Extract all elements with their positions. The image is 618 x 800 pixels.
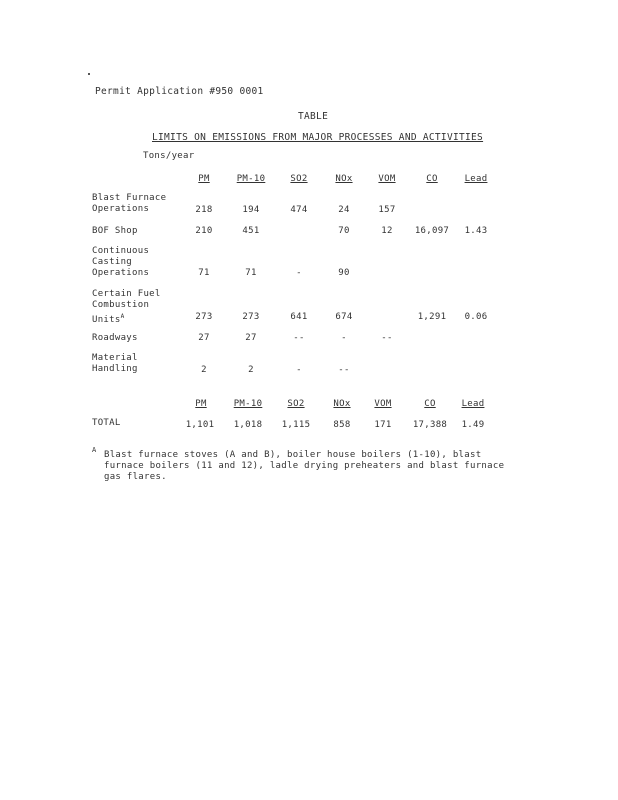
row-label-blast-furnace: Blast Furnace Operations <box>92 193 167 214</box>
table-cell: 218 <box>195 205 213 215</box>
col-header-pm: PM <box>195 399 207 409</box>
footnote-text: Blast furnace stoves (A and B), boiler house boilers (1-10), blast furnace boilers (11 and 12), ladle drying preheaters and blast furnace gas flares. <box>104 450 505 482</box>
table-cell: - <box>296 268 302 278</box>
table-cell: -- <box>338 365 350 375</box>
table-cell: 210 <box>195 226 213 236</box>
table-title: TABLE <box>298 111 329 122</box>
total-cell: 858 <box>333 420 351 430</box>
table-cell: 24 <box>338 205 350 215</box>
total-cell: 171 <box>374 420 392 430</box>
table-cell: 0.06 <box>464 312 488 322</box>
table-cell: 27 <box>198 333 210 343</box>
col-header-nox: NOx <box>333 399 351 409</box>
table-cell: 474 <box>290 205 308 215</box>
col-header-vom: VOM <box>374 399 392 409</box>
col-header-nox: NOx <box>335 174 353 184</box>
units-label: Tons/year <box>143 151 195 161</box>
col-header-lead: Lead <box>464 174 488 184</box>
col-header-lead: Lead <box>461 399 485 409</box>
total-cell: 1,115 <box>281 420 311 430</box>
table-cell: 71 <box>198 268 210 278</box>
table-cell: 451 <box>242 226 260 236</box>
row-label-fuel-combustion: Certain Fuel Combustion Units$^A$ <box>92 289 161 325</box>
total-cell: 17,388 <box>412 420 448 430</box>
table-cell: 273 <box>195 312 213 322</box>
table-cell: 194 <box>242 205 260 215</box>
table-cell: 71 <box>245 268 257 278</box>
table-cell: 674 <box>335 312 353 322</box>
table-cell: 27 <box>245 333 257 343</box>
table-cell: 157 <box>378 205 396 215</box>
col-header-so2: SO2 <box>287 399 305 409</box>
units-footnote-ref: Units$^A$ <box>92 313 125 325</box>
table-cell: -- <box>293 333 305 343</box>
permit-number: Permit Application #950 0001 <box>95 86 264 97</box>
table-cell: 2 <box>201 365 207 375</box>
table-cell: 90 <box>338 268 350 278</box>
table-cell: -- <box>381 333 393 343</box>
row-label-roadways: Roadways <box>92 333 138 343</box>
total-cell: 1,018 <box>233 420 263 430</box>
col-header-co: CO <box>424 399 436 409</box>
table-cell: - <box>296 365 302 375</box>
scan-speck <box>88 73 90 75</box>
row-label-continuous-casting: Continuous Casting Operations <box>92 246 150 278</box>
table-cell: 12 <box>381 226 393 236</box>
table-cell: 16,097 <box>414 226 450 236</box>
table-cell: 2 <box>248 365 254 375</box>
total-cell: 1.49 <box>461 420 485 430</box>
footnote-mark: A <box>92 446 97 454</box>
table-cell: 70 <box>338 226 350 236</box>
total-label: TOTAL <box>92 418 121 428</box>
col-header-pm: PM <box>198 174 210 184</box>
table-cell: 273 <box>242 312 260 322</box>
table-cell: 1.43 <box>464 226 488 236</box>
col-header-co: CO <box>426 174 438 184</box>
table-cell: 1,291 <box>417 312 447 322</box>
col-header-vom: VOM <box>378 174 396 184</box>
col-header-so2: SO2 <box>290 174 308 184</box>
table-cell: 641 <box>290 312 308 322</box>
col-header-pm10: PM-10 <box>233 399 263 409</box>
col-header-pm10: PM-10 <box>236 174 266 184</box>
table-subtitle: LIMITS ON EMISSIONS FROM MAJOR PROCESSES AND ACTIVITIES <box>152 132 484 143</box>
total-cell: 1,101 <box>185 420 215 430</box>
row-label-bof-shop: BOF Shop <box>92 226 138 236</box>
table-cell: - <box>341 333 347 343</box>
row-label-material-handling: Material Handling <box>92 353 138 374</box>
